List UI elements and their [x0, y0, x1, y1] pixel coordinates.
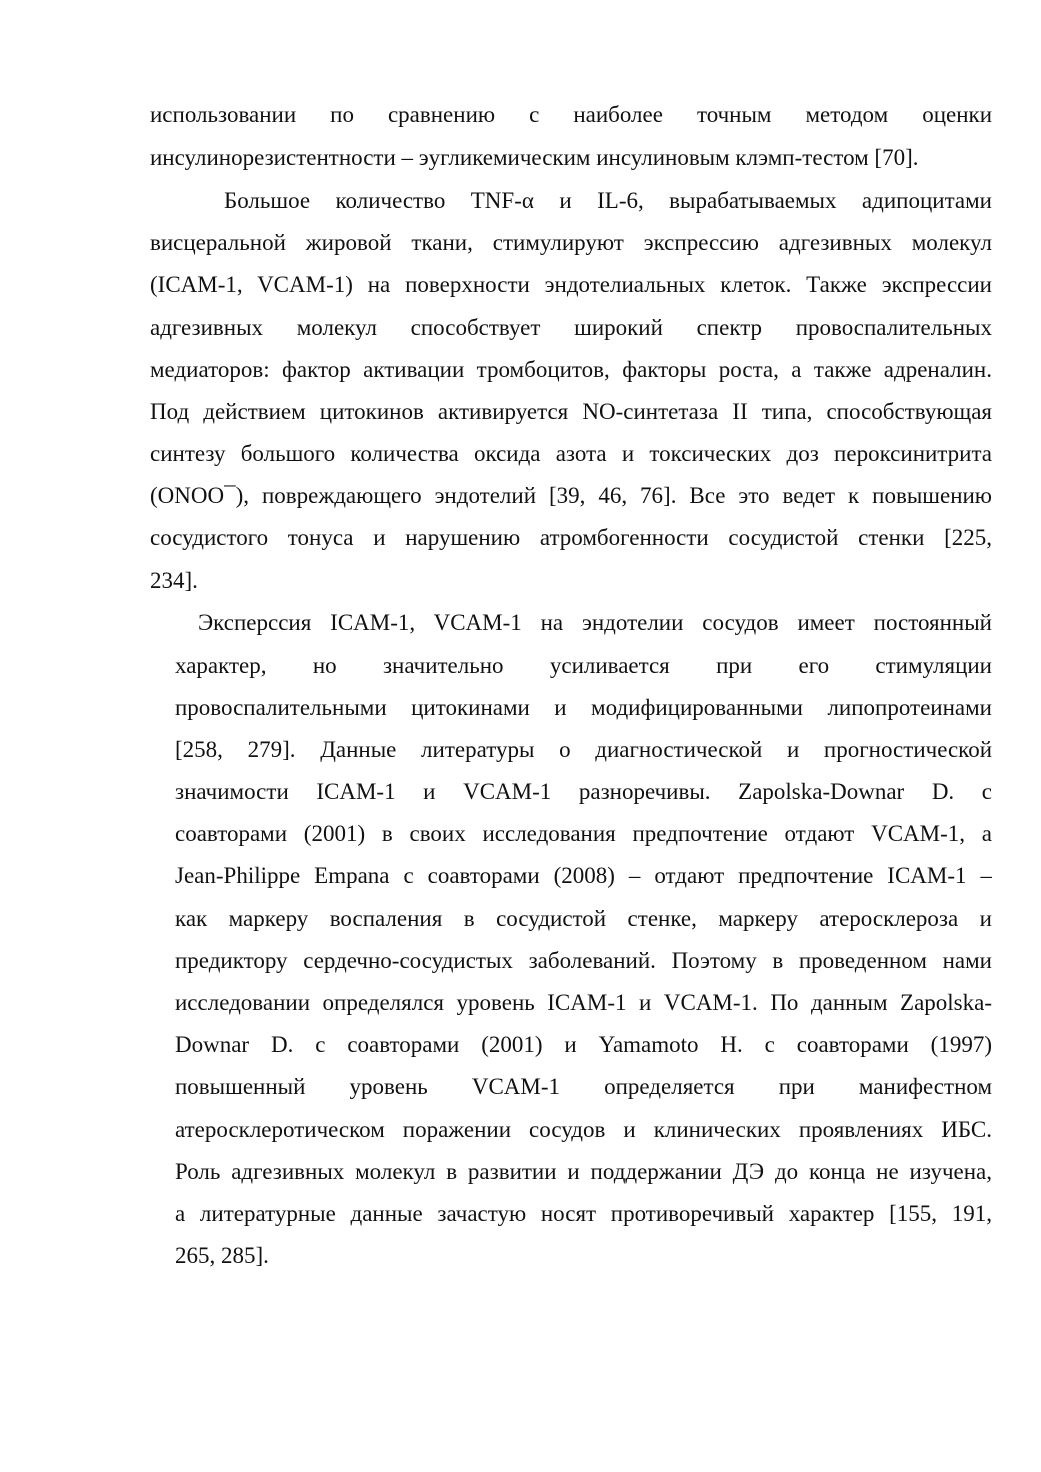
text-line: Под действием цитокинов активируется NO-синтетаза II типа, способствующая [150, 399, 992, 424]
text-line: [258, 279]. Данные литературы о диагностической и прогностической [175, 737, 992, 762]
text-line: сосудистого тонуса и нарушению атромбогенности сосудистой стенки [225, [150, 525, 992, 550]
text-line: (ICAM-1, VCAM-1) на поверхности эндотелиальных клеток. Также экспрессии [150, 272, 992, 297]
text-line: повышенный уровень VCAM-1 определяется при манифестном [175, 1074, 992, 1099]
text-line: адгезивных молекул способствует широкий спектр провоспалительных [150, 315, 992, 340]
text-line: синтезу большого количества оксида азота и токсических доз пероксинитрита [150, 441, 992, 466]
text-line: 234]. [150, 568, 198, 593]
text-line: соавторами (2001) в своих исследования предпочтение отдают VCAM-1, а [175, 821, 992, 846]
text-line: висцеральной жировой ткани, стимулируют экспрессию адгезивных молекул [150, 230, 992, 255]
text-line: а литературные данные зачастую носят противоречивый характер [155, 191, [175, 1201, 992, 1226]
text-line: провоспалительными цитокинами и модифицированными липопротеинами [175, 695, 992, 720]
text-line: 265, 285]. [175, 1243, 269, 1268]
text-line: значимости ICAM-1 и VCAM-1 разноречивы. Zapolska-Downar D. с [175, 779, 992, 804]
text-line: (ONOO¯), повреждающего эндотелий [39, 46, 76]. Все это ведет к повышению [150, 483, 992, 508]
text-line: как маркеру воспаления в сосудистой стенке, маркеру атеросклероза и [175, 906, 992, 931]
text-line: использовании по сравнению с наиболее точным методом оценки [150, 102, 992, 127]
text-line: характер, но значительно усиливается при его стимуляции [175, 653, 992, 678]
text-line: Эксперссия ICAM-1, VCAM-1 на эндотелии сосудов имеет постоянный [198, 610, 992, 635]
text-line: предиктору сердечно-сосудистых заболеваний. Поэтому в проведенном нами [175, 948, 992, 973]
text-line: Большое количество TNF-α и IL-6, вырабатываемых адипоцитами [224, 188, 992, 213]
text-line: исследовании определялся уровень ICAM-1 и VCAM-1. По данным Zapolska- [175, 990, 992, 1015]
text-line: Downar D. с соавторами (2001) и Yamamoto H. с соавторами (1997) [175, 1032, 992, 1057]
text-line: Роль адгезивных молекул в развитии и поддержании ДЭ до конца не изучена, [175, 1159, 992, 1184]
text-line: медиаторов: фактор активации тромбоцитов, факторы роста, а также адреналин. [150, 357, 992, 382]
text-line: атеросклеротическом поражении сосудов и клинических проявлениях ИБС. [175, 1117, 992, 1142]
text-line: инсулинорезистентности – эугликемическим инсулиновым клэмп-тестом [70]. [150, 145, 919, 170]
text-line: Jean-Philippe Empana с соавторами (2008) – отдают предпочтение ICAM-1 – [175, 863, 992, 888]
